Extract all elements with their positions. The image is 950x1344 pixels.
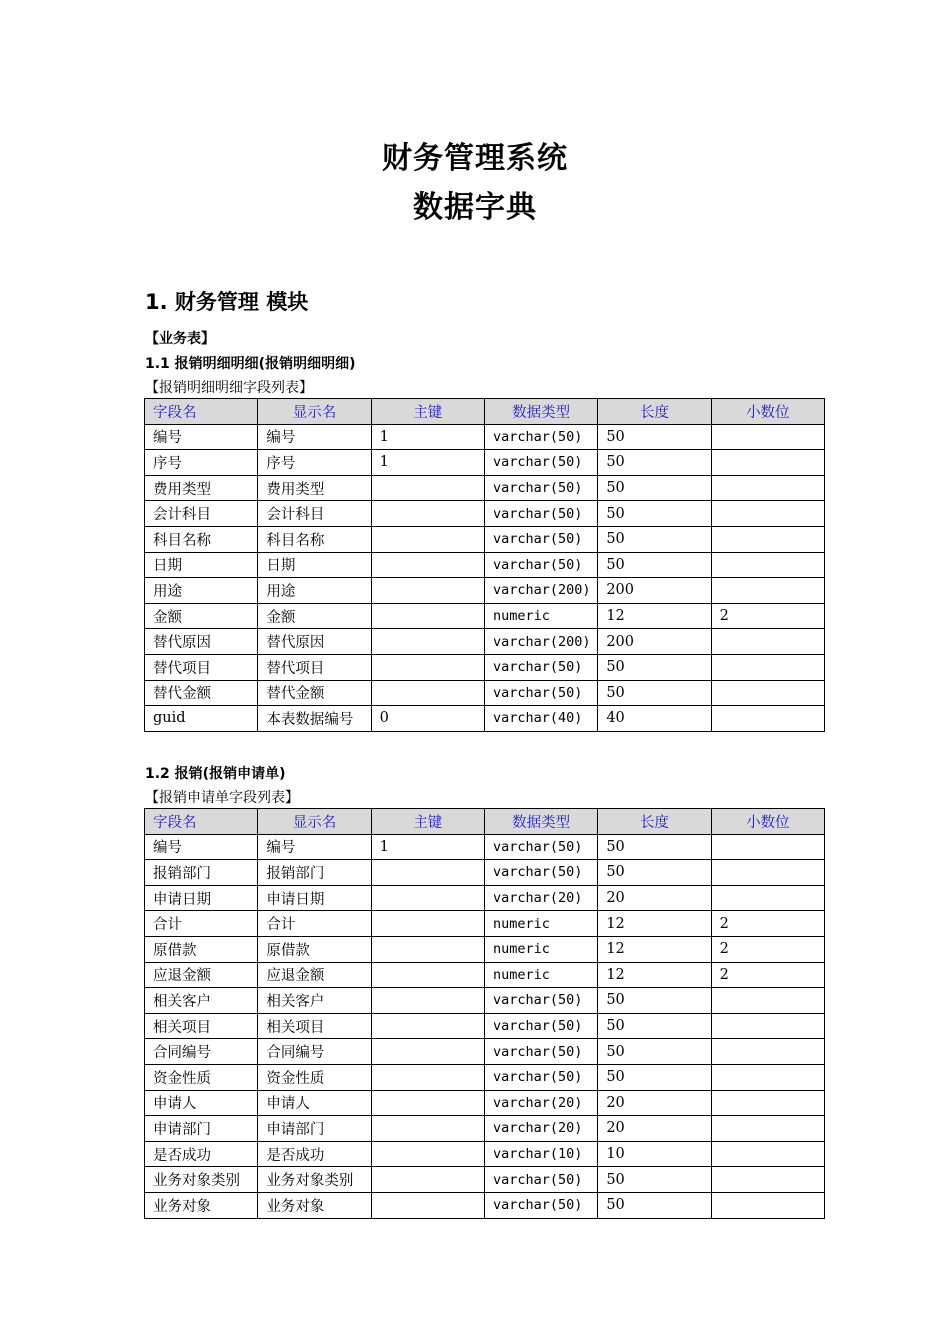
table-cell: 相关客户 bbox=[258, 988, 371, 1014]
table-cell: 会计科目 bbox=[258, 501, 371, 527]
table-cell bbox=[711, 501, 824, 527]
table-cell: 应退金额 bbox=[145, 962, 258, 988]
table-cell: varchar(50) bbox=[484, 552, 597, 578]
table-cell bbox=[711, 1141, 824, 1167]
doc-subtitle: 数据字典 bbox=[413, 190, 537, 225]
table-row bbox=[145, 1013, 825, 1039]
table-cell bbox=[711, 834, 824, 860]
table-cell: 50 bbox=[598, 475, 711, 501]
table-cell: 50 bbox=[598, 834, 711, 860]
table-cell: 业务对象类别 bbox=[145, 1167, 258, 1193]
column-header: 显示名 bbox=[258, 809, 371, 835]
column-header: 长度 bbox=[598, 399, 711, 425]
table-cell bbox=[371, 1090, 484, 1116]
table-cell: 申请日期 bbox=[258, 885, 371, 911]
field-table-2 bbox=[144, 808, 825, 1219]
table-cell: 50 bbox=[598, 654, 711, 680]
table2-heading: 1.2 报销(报销申请单) bbox=[145, 766, 286, 782]
table-cell: 12 bbox=[598, 911, 711, 937]
table-cell bbox=[711, 1039, 824, 1065]
table-cell: varchar(50) bbox=[484, 1039, 597, 1065]
table-cell bbox=[711, 680, 824, 706]
table-cell: 科目名称 bbox=[145, 526, 258, 552]
table-row bbox=[145, 603, 825, 629]
table-cell bbox=[371, 1039, 484, 1065]
table-cell: 金额 bbox=[258, 603, 371, 629]
table-cell: 40 bbox=[598, 706, 711, 732]
table-row bbox=[145, 706, 825, 732]
table-cell: varchar(50) bbox=[484, 1013, 597, 1039]
column-header: 字段名 bbox=[145, 809, 258, 835]
table-cell: 合同编号 bbox=[258, 1039, 371, 1065]
table-row bbox=[145, 885, 825, 911]
table-cell bbox=[711, 475, 824, 501]
table-cell: 替代金额 bbox=[145, 680, 258, 706]
table-cell: 报销部门 bbox=[258, 860, 371, 886]
table-cell bbox=[371, 911, 484, 937]
table-cell: 12 bbox=[598, 962, 711, 988]
table-cell: 资金性质 bbox=[258, 1064, 371, 1090]
table-row bbox=[145, 962, 825, 988]
table-cell: numeric bbox=[484, 962, 597, 988]
table-row bbox=[145, 680, 825, 706]
table-cell: 用途 bbox=[258, 578, 371, 604]
table-cell bbox=[371, 1192, 484, 1218]
table-cell bbox=[711, 526, 824, 552]
table-cell: 200 bbox=[598, 629, 711, 655]
table-cell: 替代项目 bbox=[145, 654, 258, 680]
table-cell: varchar(20) bbox=[484, 885, 597, 911]
table-cell bbox=[371, 860, 484, 886]
doc-title: 财务管理系统 bbox=[382, 141, 568, 176]
table-cell: 用途 bbox=[145, 578, 258, 604]
table-cell: 200 bbox=[598, 578, 711, 604]
table-cell: numeric bbox=[484, 603, 597, 629]
table-cell: 申请部门 bbox=[258, 1116, 371, 1142]
table-row bbox=[145, 1039, 825, 1065]
table-cell: 编号 bbox=[258, 424, 371, 450]
column-header: 小数位 bbox=[711, 809, 824, 835]
table-cell: 报销部门 bbox=[145, 860, 258, 886]
table-cell bbox=[711, 629, 824, 655]
table-cell: varchar(40) bbox=[484, 706, 597, 732]
table-cell: 2 bbox=[711, 936, 824, 962]
table-cell: varchar(200) bbox=[484, 629, 597, 655]
table-cell: 1 bbox=[371, 424, 484, 450]
table-cell: varchar(50) bbox=[484, 1192, 597, 1218]
table-row bbox=[145, 834, 825, 860]
table-row bbox=[145, 911, 825, 937]
table-cell: 50 bbox=[598, 988, 711, 1014]
table-cell: 50 bbox=[598, 1013, 711, 1039]
table-row bbox=[145, 552, 825, 578]
table-row bbox=[145, 475, 825, 501]
table-cell: 费用类型 bbox=[145, 475, 258, 501]
table-cell: 编号 bbox=[145, 834, 258, 860]
table-cell bbox=[371, 885, 484, 911]
table-cell: numeric bbox=[484, 911, 597, 937]
table-cell: 原借款 bbox=[145, 936, 258, 962]
table-cell bbox=[711, 988, 824, 1014]
table-cell: 2 bbox=[711, 911, 824, 937]
table-cell: 业务对象 bbox=[145, 1192, 258, 1218]
table-row bbox=[145, 1090, 825, 1116]
table-cell: 50 bbox=[598, 526, 711, 552]
table-cell: 替代金额 bbox=[258, 680, 371, 706]
table-cell: 申请人 bbox=[145, 1090, 258, 1116]
table-cell: 序号 bbox=[145, 450, 258, 476]
table-row bbox=[145, 578, 825, 604]
table-cell: 合计 bbox=[258, 911, 371, 937]
column-header: 数据类型 bbox=[484, 809, 597, 835]
table-cell: 是否成功 bbox=[145, 1141, 258, 1167]
table-cell: 50 bbox=[598, 1192, 711, 1218]
table-cell: 申请日期 bbox=[145, 885, 258, 911]
table-row bbox=[145, 1167, 825, 1193]
table-cell: 50 bbox=[598, 1064, 711, 1090]
table-cell: 应退金额 bbox=[258, 962, 371, 988]
table-cell: 资金性质 bbox=[145, 1064, 258, 1090]
table-cell bbox=[371, 654, 484, 680]
table-cell: 替代原因 bbox=[145, 629, 258, 655]
table-cell: 10 bbox=[598, 1141, 711, 1167]
header-row bbox=[145, 399, 825, 425]
table-cell: varchar(10) bbox=[484, 1141, 597, 1167]
table-row bbox=[145, 450, 825, 476]
table-cell: 20 bbox=[598, 1090, 711, 1116]
section-heading: 1. 财务管理 模块 bbox=[145, 290, 309, 314]
table-cell: 0 bbox=[371, 706, 484, 732]
table-cell: 原借款 bbox=[258, 936, 371, 962]
table-cell: varchar(50) bbox=[484, 680, 597, 706]
table-cell: numeric bbox=[484, 936, 597, 962]
table-cell: 50 bbox=[598, 501, 711, 527]
table-cell bbox=[371, 1141, 484, 1167]
table-cell bbox=[371, 1167, 484, 1193]
table-row bbox=[145, 654, 825, 680]
table-cell bbox=[711, 552, 824, 578]
table-cell bbox=[371, 1013, 484, 1039]
table-cell: varchar(20) bbox=[484, 1116, 597, 1142]
table-cell bbox=[371, 603, 484, 629]
table-cell: 费用类型 bbox=[258, 475, 371, 501]
table-cell: varchar(50) bbox=[484, 475, 597, 501]
table-cell bbox=[371, 552, 484, 578]
table-cell bbox=[371, 962, 484, 988]
table-cell: varchar(50) bbox=[484, 1167, 597, 1193]
column-header: 主键 bbox=[371, 809, 484, 835]
table-cell: 相关项目 bbox=[145, 1013, 258, 1039]
table-cell: varchar(50) bbox=[484, 834, 597, 860]
table-cell bbox=[371, 936, 484, 962]
table-cell: 50 bbox=[598, 680, 711, 706]
column-header: 小数位 bbox=[711, 399, 824, 425]
table-cell: varchar(50) bbox=[484, 654, 597, 680]
column-header: 显示名 bbox=[258, 399, 371, 425]
table-cell: 业务对象类别 bbox=[258, 1167, 371, 1193]
table-cell: 20 bbox=[598, 885, 711, 911]
table-cell: 50 bbox=[598, 1039, 711, 1065]
table-cell: guid bbox=[145, 706, 258, 732]
column-header: 数据类型 bbox=[484, 399, 597, 425]
table-cell bbox=[371, 578, 484, 604]
table-cell: 12 bbox=[598, 936, 711, 962]
table-cell: 50 bbox=[598, 424, 711, 450]
table-cell bbox=[371, 988, 484, 1014]
table-cell bbox=[711, 1013, 824, 1039]
table-cell: 是否成功 bbox=[258, 1141, 371, 1167]
table-cell bbox=[711, 885, 824, 911]
business-table-label: 【业务表】 bbox=[145, 331, 215, 347]
table-cell: 2 bbox=[711, 603, 824, 629]
table-cell: 1 bbox=[371, 834, 484, 860]
table1-heading: 1.1 报销明细明细(报销明细明细) bbox=[145, 356, 356, 372]
table-row bbox=[145, 629, 825, 655]
table-row bbox=[145, 988, 825, 1014]
table-cell: 金额 bbox=[145, 603, 258, 629]
table-row bbox=[145, 860, 825, 886]
table-cell: 1 bbox=[371, 450, 484, 476]
table-cell bbox=[371, 501, 484, 527]
table-row bbox=[145, 1064, 825, 1090]
table-cell: 申请人 bbox=[258, 1090, 371, 1116]
table-cell bbox=[711, 1192, 824, 1218]
table-cell: 12 bbox=[598, 603, 711, 629]
table-cell bbox=[371, 1116, 484, 1142]
table-cell: 申请部门 bbox=[145, 1116, 258, 1142]
header-row bbox=[145, 809, 825, 835]
table-cell: 科目名称 bbox=[258, 526, 371, 552]
table-row bbox=[145, 526, 825, 552]
table-cell bbox=[711, 654, 824, 680]
table-cell: 50 bbox=[598, 450, 711, 476]
table-cell bbox=[711, 424, 824, 450]
table-cell bbox=[371, 629, 484, 655]
table-cell: 会计科目 bbox=[145, 501, 258, 527]
table-cell: 50 bbox=[598, 552, 711, 578]
table-cell bbox=[711, 860, 824, 886]
table-cell: 2 bbox=[711, 962, 824, 988]
table-row bbox=[145, 501, 825, 527]
column-header: 主键 bbox=[371, 399, 484, 425]
table-cell bbox=[711, 1064, 824, 1090]
table-cell: 业务对象 bbox=[258, 1192, 371, 1218]
table-cell: 本表数据编号 bbox=[258, 706, 371, 732]
table-cell: 编号 bbox=[258, 834, 371, 860]
table-cell: 20 bbox=[598, 1116, 711, 1142]
table-cell: varchar(50) bbox=[484, 424, 597, 450]
table-cell bbox=[371, 1064, 484, 1090]
table-cell bbox=[371, 680, 484, 706]
table1-caption: 【报销明细明细字段列表】 bbox=[145, 380, 313, 396]
table-cell: 编号 bbox=[145, 424, 258, 450]
table-cell: 50 bbox=[598, 1167, 711, 1193]
table-cell: varchar(50) bbox=[484, 450, 597, 476]
table-cell: 替代原因 bbox=[258, 629, 371, 655]
table2-caption: 【报销申请单字段列表】 bbox=[145, 790, 299, 806]
table-row bbox=[145, 936, 825, 962]
table-cell bbox=[711, 450, 824, 476]
table-row bbox=[145, 1116, 825, 1142]
table-cell: 合同编号 bbox=[145, 1039, 258, 1065]
table-cell: 替代项目 bbox=[258, 654, 371, 680]
table-cell: varchar(200) bbox=[484, 578, 597, 604]
table-cell: varchar(50) bbox=[484, 1064, 597, 1090]
table-cell: varchar(50) bbox=[484, 860, 597, 886]
field-table-1 bbox=[144, 398, 825, 732]
column-header: 字段名 bbox=[145, 399, 258, 425]
table-cell: 相关项目 bbox=[258, 1013, 371, 1039]
table-cell: 相关客户 bbox=[145, 988, 258, 1014]
table-row bbox=[145, 1141, 825, 1167]
table-cell: varchar(50) bbox=[484, 501, 597, 527]
table-cell: 50 bbox=[598, 860, 711, 886]
table-row bbox=[145, 1192, 825, 1218]
table-cell bbox=[711, 706, 824, 732]
table-cell: 日期 bbox=[145, 552, 258, 578]
table-cell: 合计 bbox=[145, 911, 258, 937]
table-cell: varchar(50) bbox=[484, 526, 597, 552]
table-row bbox=[145, 424, 825, 450]
table-cell: varchar(50) bbox=[484, 988, 597, 1014]
table-cell: 日期 bbox=[258, 552, 371, 578]
table-cell bbox=[711, 1167, 824, 1193]
table-cell bbox=[371, 475, 484, 501]
column-header: 长度 bbox=[598, 809, 711, 835]
table-cell bbox=[711, 1116, 824, 1142]
table-cell bbox=[711, 578, 824, 604]
table-cell bbox=[711, 1090, 824, 1116]
table-cell: 序号 bbox=[258, 450, 371, 476]
table-cell: varchar(20) bbox=[484, 1090, 597, 1116]
table-cell bbox=[371, 526, 484, 552]
